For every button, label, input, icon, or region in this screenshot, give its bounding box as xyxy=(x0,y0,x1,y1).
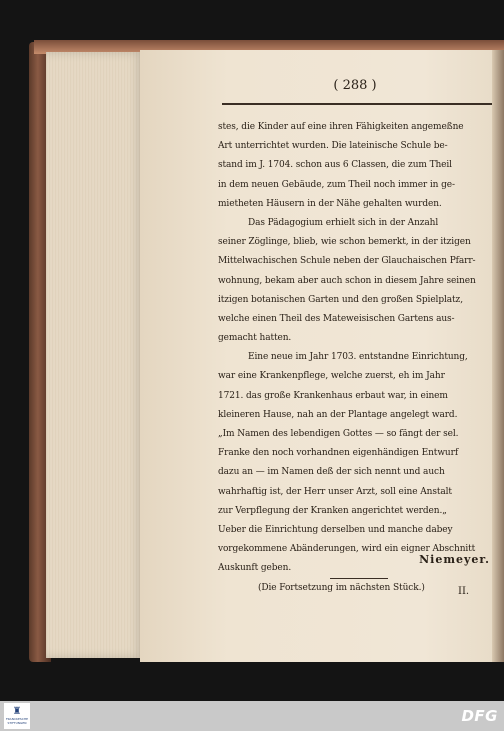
text-line: Franke den noch vorhandnen eigenhändigen Entwurf xyxy=(218,448,459,459)
text-line: Eine neue im Jahr 1703. entstandne Einrichtung, xyxy=(248,352,468,363)
text-line: mietheten Häusern in der Nähe gehalten wurden. xyxy=(218,198,442,209)
text-line: seiner Zöglinge, blieb, wie schon bemerkt, in der itzigen xyxy=(218,237,471,248)
catchword: II. xyxy=(458,586,470,597)
text-line: wohnung, bekam aber auch schon in diesem Jahre seinen xyxy=(218,275,476,286)
text-line: Ueber die Einrichtung derselben und manche dabey xyxy=(218,524,453,535)
author-signature: Niemeyer. xyxy=(419,553,490,566)
text-line: Art unterrichtet wurden. Die lateinische Schule be- xyxy=(218,141,448,152)
text-line: 1721. das große Krankenhaus erbaut war, in einem xyxy=(218,390,448,401)
franckesche-stiftungen-logo xyxy=(4,703,30,729)
text-line: gemacht hatten. xyxy=(218,333,292,344)
text-line: in dem neuen Gebäude, zum Theil noch immer in ge- xyxy=(218,179,455,190)
eagle-icon: ♜ xyxy=(12,706,22,717)
text-line: stand im J. 1704. schon aus 6 Classen, die zum Theil xyxy=(218,160,452,171)
text-line: wahrhaftig ist, der Herr unser Arzt, soll eine Anstalt xyxy=(218,486,452,497)
text-line: Mittelwachischen Schule neben der Glauchaischen Pfarr- xyxy=(218,256,476,267)
dfg-logo: DFG xyxy=(461,707,498,725)
page-stack-edges xyxy=(46,52,144,658)
text-line: „Im Namen des lebendigen Gottes — so fängt der sel. xyxy=(218,429,459,439)
text-line: Das Pädagogium erhielt sich in der Anzahl xyxy=(248,217,439,228)
page-right-edge xyxy=(492,50,504,662)
footer-bar xyxy=(0,701,504,731)
text-line: zur Verpflegung der Kranken angerichtet werden.„ xyxy=(218,505,447,516)
text-line: kleineren Hause, nah an der Plantage angelegt ward. xyxy=(218,409,458,420)
text-line: stes, die Kinder auf eine ihren Fähigkeiten angemeßne xyxy=(218,122,464,132)
text-line: war eine Krankenpflege, welche zuerst, eh im Jahr xyxy=(218,371,445,382)
text-line: (Die Fortsetzung im nächsten Stück.) xyxy=(258,582,425,593)
text-line: Auskunft geben. xyxy=(218,563,292,574)
page-number-header: ( 288 ) xyxy=(333,78,377,93)
signature-rule xyxy=(330,578,388,579)
text-line: itzigen botanischen Garten und den großen Spielplatz, xyxy=(218,294,463,305)
logo-caption: FRANCKESCHE STIFTUNGEN xyxy=(5,717,29,725)
body-text xyxy=(218,118,490,598)
text-line: welche einen Theil des Mateweisischen Gartens aus- xyxy=(218,313,455,324)
header-rule xyxy=(222,103,492,105)
text-line: vorgekommene Abänderungen, wird ein eigner Abschnitt xyxy=(218,544,476,555)
text-line: dazu an — im Namen deß der sich nennt und auch xyxy=(218,467,445,478)
